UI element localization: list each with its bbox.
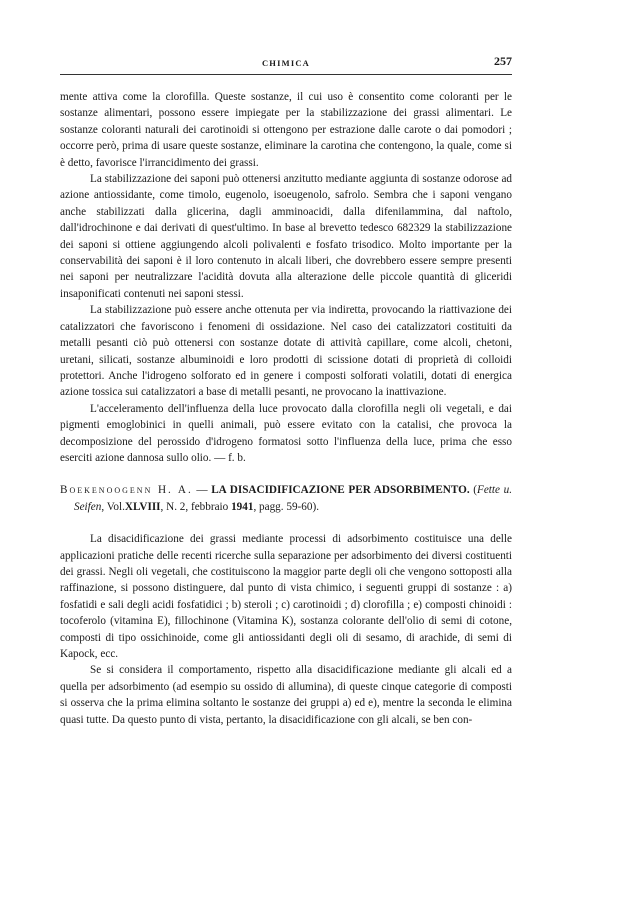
- entry-author: Boekenoogenn H. A.: [60, 484, 193, 497]
- citation-open: (: [469, 484, 477, 497]
- paragraph: mente attiva come la clorofilla. Queste sostanze, il cui uso è consentito come coloranti per le sostanze alimentari, possono essere impiegate per la stabilizzazione dei grassi alimentari. Le sostanze coloranti naturali dei carotinoidi si ottengono per estrazione dalle carote o dai pomodori ; occorre però, prima di usare queste sostanze, eliminare la carotina che contengono, la quale, come si è detto, favorisce l'irrancidimento dei grassi.: [60, 91, 512, 169]
- header-rule: [60, 74, 512, 75]
- document-page: [60, 52, 512, 728]
- paragraph: Se si considera il comportamento, rispetto alla disacidificazione mediante gli alcali ed a quella per adsorbimento (ad esempio su ossido di allumina), di queste cinque categorie di composti si osserva che la prima elimina soltanto le sostanze dei gruppi a) ed e), mentre la seconda le elimina quasi tutte. Da questo punto di vista, pertanto, la disacidificazione con gli alcali, se ben con-: [60, 664, 512, 726]
- citation-volume: XLVIII: [124, 500, 161, 513]
- entry-title: LA DISACIDIFICAZIONE PER ADSORBIMENTO.: [211, 484, 470, 497]
- paragraph: La stabilizzazione dei saponi può ottenersi anzitutto mediante aggiunta di sostanze odorose ad azione antiossidante, come timolo, eugenolo, isoeugenolo, safrolo. Sembra che i saponi vengano anche stabilizzati dalla glicerina, dagli amminoacidi, dalla difenilammina, dal naftolo, dall'idrochinone e dai derivati di quest'ultimo. In base al brevetto tedesco 682329 la stabilizzazione dei saponi si ottiene aggiungendo alcoli polivalenti e fosfato trisodico. Molto importante per la conservabilità dei saponi è il loro contenuto in alcali liberi, che dovrebbero essere sempre presenti nei saponi per neutralizzare l'acidità dovuta alla alterazione delle piccole quantità di gliceridi insaponificati contenuti nei saponi stessi.: [60, 173, 512, 300]
- citation-pages: , pagg. 59-60).: [253, 500, 319, 513]
- citation-journal: Fette u. Seifen: [74, 484, 512, 513]
- paragraph: La disacidificazione dei grassi mediante processi di adsorbimento costituisce una delle applicazioni pratiche delle recenti ricerche sulla separazione per adsorbimento dei diversi costituenti dei grassi. Negli oli vegetali, che costituiscono la maggior parte degli oli che vengono sottoposti alla raffinazione, si possono distinguere, dal punto di vista chimico, i seguenti gruppi di sostanze : a) fosfatidi e sali degli acidi fosfatidici ; b) steroli ; c) carotinoidi ; d) clorofilla ; e) composti chinoidi : tocoferolo (vitamina E), fillochinone (Vitamina K), sostanza colorante dell'olio di semi di cotone, composti di tipo ossichinoide, come gli antiossidanti degli oli di sesamo, di arachide, di semi di Kapock, ecc.: [60, 533, 512, 660]
- paragraph: L'acceleramento dell'influenza della luce provocato dalla clorofilla negli oli vegetali, e dai pigmenti emoglobinici in quelli animali, può essere evitato con la catalisi, che provoca la decomposizione del perossido d'idrogeno formatosi sotto l'influenza della luce, prima che esso eserciti azione dannosa sullo olio. — f. b.: [60, 402, 512, 464]
- bibliographic-entry: [60, 482, 512, 515]
- citation-year: 1941: [231, 500, 254, 513]
- citation-issue: , N. 2, febbraio: [160, 500, 232, 513]
- citation-separator: , Vol.: [101, 500, 125, 513]
- page-number: 257: [494, 54, 512, 68]
- running-head: [60, 52, 512, 72]
- section-gap: [60, 466, 512, 482]
- paragraph: La stabilizzazione può essere anche ottenuta per via indiretta, provocando la riattivazione dei catalizzatori che favoriscono i fenomeni di ossidazione. Nel caso dei catalizzatori costituiti da metalli pesanti ciò può ottenersi con sostanze dotate di attività capillare, come alcoli, chetoni, uretani, silicati, sostanze albuminoidi e loro prodotti di scissione dotati di proprietà di colloidi protettori. Anche l'idrogeno solforato ed in genere i composti solforati volatili, dotati di energica azione tossica sui catalizzatori a base di metalli pesanti, ne provocano la inattivazione.: [60, 304, 512, 399]
- running-title: CHIMICA: [261, 58, 311, 68]
- entry-dash: —: [192, 484, 212, 497]
